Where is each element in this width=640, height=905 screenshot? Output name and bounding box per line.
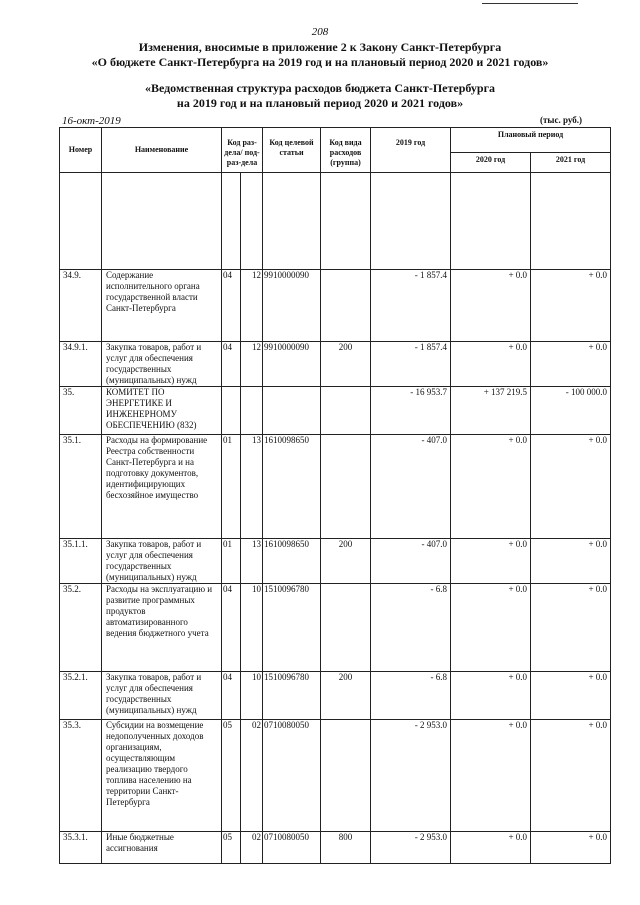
- table-cell-2021: - 100 000.0: [531, 387, 611, 435]
- table-cell-expense-code: 200: [321, 342, 371, 387]
- table-cell-2021: + 0.0: [531, 435, 611, 539]
- table-cell-2021: + 0.0: [531, 270, 611, 342]
- table-cell-target-code: 1510096780: [263, 672, 321, 720]
- table-cell-section: [222, 387, 241, 435]
- table-cell-target-code: 9910000090: [263, 270, 321, 342]
- table-cell-2020: + 137 219.5: [451, 387, 531, 435]
- document-date: 16-окт-2019: [62, 115, 121, 127]
- table-cell-expense-code: [321, 584, 371, 672]
- table-cell-2021: + 0.0: [531, 584, 611, 672]
- table-cell-2019: - 6.8: [371, 672, 451, 720]
- table-cell-target-code: 1510096780: [263, 584, 321, 672]
- units-label: (тыс. руб.): [540, 115, 582, 125]
- table-row: [60, 672, 611, 720]
- table-row: [60, 584, 611, 672]
- table-cell-subsection: 02: [241, 720, 263, 832]
- table-cell-subsection: 13: [241, 435, 263, 539]
- table-row: [60, 342, 611, 387]
- table-cell-number: 35.3.1.: [60, 832, 102, 864]
- title-line: «О бюджете Санкт-Петербурга на 2019 год и на плановый период 2020 и 2021 годов»: [91, 55, 549, 69]
- table-cell-2021: + 0.0: [531, 832, 611, 864]
- subtitle-line: на 2019 год и на плановый период 2020 и 2021 годов»: [176, 96, 464, 110]
- table-cell-expense-code: 800: [321, 832, 371, 864]
- table-row: [60, 270, 611, 342]
- table-cell-target-code: [263, 387, 321, 435]
- table-cell-2020: + 0.0: [451, 672, 531, 720]
- table-cell-2021: + 0.0: [531, 720, 611, 832]
- table-cell-2019: - 1 857.4: [371, 270, 451, 342]
- table-row: [60, 387, 611, 435]
- table-row: [60, 832, 611, 864]
- budget-table: [59, 127, 611, 864]
- table-cell-2019: - 2 953.0: [371, 720, 451, 832]
- table-cell-section: 05: [222, 832, 241, 864]
- table-cell-target-code: 0710080050: [263, 720, 321, 832]
- table-cell-number: 35.1.1.: [60, 539, 102, 584]
- table-cell-name: Закупка товаров, работ и услуг для обеспечения государственных (муниципальных) нужд: [102, 672, 222, 720]
- table-cell-2020: + 0.0: [451, 584, 531, 672]
- table-cell-name: Закупка товаров, работ и услуг для обеспечения государственных (муниципальных) нужд: [102, 539, 222, 584]
- table-cell-2020: + 0.0: [451, 832, 531, 864]
- page-number: 208: [311, 26, 329, 38]
- table-cell-subsection: 13: [241, 539, 263, 584]
- table-cell-number: 34.9.: [60, 270, 102, 342]
- table-cell-target-code: 9910000090: [263, 342, 321, 387]
- table-cell-name: Расходы на эксплуатацию и развитие программных продуктов автоматизированного ведения бюджетного учета: [102, 584, 222, 672]
- title-line: Изменения, вносимые в приложение 2 к Закону Санкт-Петербурга: [138, 40, 502, 54]
- table-cell-2020: + 0.0: [451, 720, 531, 832]
- table-cell-expense-code: [321, 720, 371, 832]
- table-row: [60, 539, 611, 584]
- table-cell-target-code: 1610098650: [263, 435, 321, 539]
- table-cell-2020: + 0.0: [451, 539, 531, 584]
- table-cell-name: Иные бюджетные ассигнования: [102, 832, 222, 864]
- table-cell-number: 34.9.1.: [60, 342, 102, 387]
- table-cell-expense-code: [321, 270, 371, 342]
- table-cell-number: 35.2.1.: [60, 672, 102, 720]
- table-cell-section: 04: [222, 342, 241, 387]
- table-cell-number: 35.2.: [60, 584, 102, 672]
- table-cell-subsection: 10: [241, 672, 263, 720]
- table-cell-expense-code: [321, 435, 371, 539]
- table-cell-2020: + 0.0: [451, 342, 531, 387]
- table-cell-section: 04: [222, 584, 241, 672]
- header-expense-code: Код вида расходов (группа): [321, 128, 371, 173]
- table-cell-section: 04: [222, 270, 241, 342]
- table-cell-section: 01: [222, 435, 241, 539]
- table-cell-expense-code: [321, 387, 371, 435]
- table-cell-subsection: 12: [241, 342, 263, 387]
- table-cell-2019: - 6.8: [371, 584, 451, 672]
- header-section-code: Код раз-дела/ под-раз-дела: [222, 128, 263, 173]
- table-cell-2020: + 0.0: [451, 435, 531, 539]
- table-cell-2021: + 0.0: [531, 672, 611, 720]
- table-cell-name: Содержание исполнительного органа государственной власти Санкт-Петербурга: [102, 270, 222, 342]
- table-cell-target-code: 0710080050: [263, 832, 321, 864]
- table-cell-2019: - 16 953.7: [371, 387, 451, 435]
- header-2021: 2021 год: [531, 153, 611, 173]
- header-name: Наименование: [102, 128, 222, 173]
- table-cell-subsection: 12: [241, 270, 263, 342]
- table-cell-section: 05: [222, 720, 241, 832]
- table-cell-expense-code: 200: [321, 672, 371, 720]
- header-target-code: Код целевой статьи: [263, 128, 321, 173]
- table-cell-name: Субсидии на возмещение недополученных доходов организациям, осуществляющим реализацию твердого топлива населению на территории Санкт-Петербурга: [102, 720, 222, 832]
- table-cell-subsection: 02: [241, 832, 263, 864]
- table-cell-2019: - 1 857.4: [371, 342, 451, 387]
- table-cell-expense-code: 200: [321, 539, 371, 584]
- document-title: [0, 40, 640, 70]
- table-cell-2019: - 2 953.0: [371, 832, 451, 864]
- table-cell-2019: - 407.0: [371, 539, 451, 584]
- table-cell-2020: + 0.0: [451, 270, 531, 342]
- table-cell-subsection: 10: [241, 584, 263, 672]
- table-row: [60, 720, 611, 832]
- document-subtitle: [0, 81, 640, 111]
- top-rule: [482, 3, 578, 4]
- header-number: Номер: [60, 128, 102, 173]
- subtitle-line: «Ведомственная структура расходов бюджета Санкт-Петербурга: [144, 81, 496, 95]
- table-cell-name: КОМИТЕТ ПО ЭНЕРГЕТИКЕ И ИНЖЕНЕРНОМУ ОБЕСПЕЧЕНИЮ (832): [102, 387, 222, 435]
- table-cell-number: 35.3.: [60, 720, 102, 832]
- table-row: [60, 435, 611, 539]
- table-cell-2019: - 407.0: [371, 435, 451, 539]
- header-2019: 2019 год: [371, 128, 451, 173]
- table-cell-2021: + 0.0: [531, 539, 611, 584]
- header-spacer-row: [60, 173, 611, 270]
- table-cell-2021: + 0.0: [531, 342, 611, 387]
- table-cell-subsection: [241, 387, 263, 435]
- table-cell-target-code: 1610098650: [263, 539, 321, 584]
- table-cell-section: 01: [222, 539, 241, 584]
- table-cell-number: 35.1.: [60, 435, 102, 539]
- table-cell-section: 04: [222, 672, 241, 720]
- table-cell-number: 35.: [60, 387, 102, 435]
- table-cell-name: Расходы на формирование Реестра собственности Санкт-Петербурга и на подготовку документов, идентифицирующих бесхозяйное имущество: [102, 435, 222, 539]
- header-planned-period: Плановый период: [451, 128, 611, 153]
- table-cell-name: Закупка товаров, работ и услуг для обеспечения государственных (муниципальных) нужд: [102, 342, 222, 387]
- header-2020: 2020 год: [451, 153, 531, 173]
